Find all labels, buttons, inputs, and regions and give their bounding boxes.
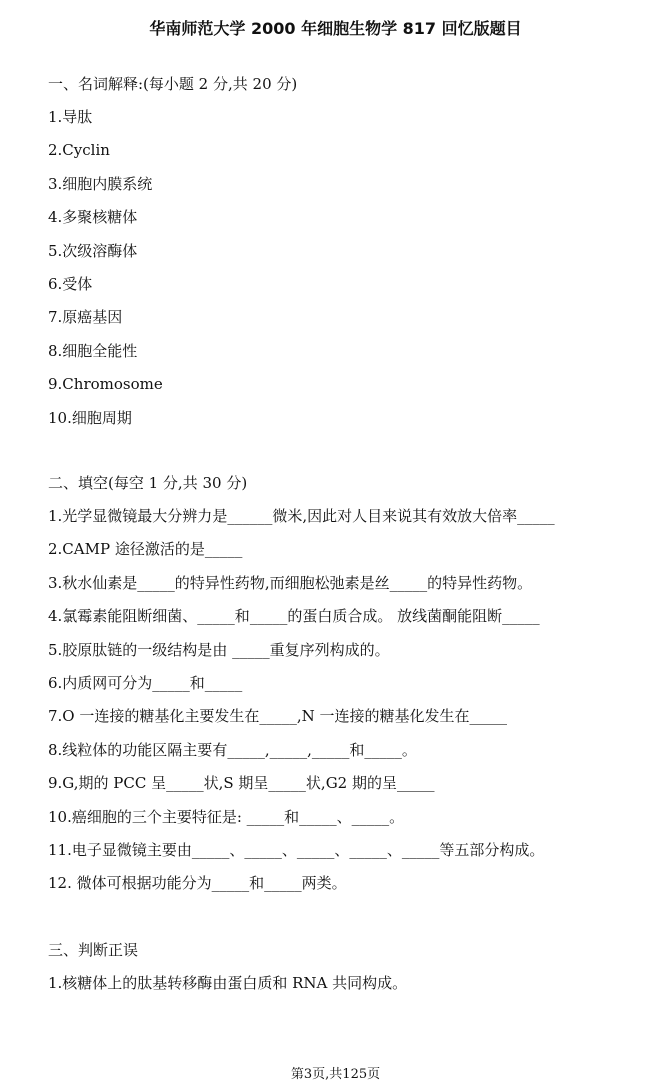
section-fill-in-blank (48, 467, 648, 901)
question-item: 12. 微体可根据功能分为_____和_____两类。 (48, 874, 347, 893)
section-definitions (48, 68, 648, 435)
question-item: 1.导肽 (48, 108, 93, 126)
question-item: 11.电子显微镜主要由_____、_____、_____、_____、_____等五部分构成。 (48, 840, 545, 859)
question-item: 4.多聚核糖体 (48, 208, 138, 227)
question-list (48, 500, 648, 901)
question-item: 2.Cyclin (48, 141, 110, 160)
question-item: 10.细胞周期 (48, 408, 132, 427)
question-item: 4.氯霉素能阻断细菌、_____和_____的蛋白质合成。 放线菌酮能阻断_____ (48, 607, 540, 626)
question-item: 2.CAMP 途径激活的是_____ (48, 540, 243, 559)
question-item: 3.细胞内膜系统 (48, 174, 153, 193)
question-item: 6.受体 (48, 274, 93, 293)
question-item: 1.核糖体上的肽基转移酶由蛋白质和 RNA 共同构成。 (48, 974, 408, 992)
section-true-false (48, 934, 648, 1000)
question-item: 6.内质网可分为_____和_____ (48, 673, 243, 692)
question-item: 3.秋水仙素是_____的特异性药物,而细胞松弛素是丝_____的特异性药物。 (48, 573, 533, 592)
question-item: 9.Chromosome (48, 375, 163, 394)
section-heading: 一、名词解释:(每小题 2 分,共 20 分) (48, 75, 298, 93)
document-title: 华南师范大学 2000 年细胞生物学 817 回忆版题目 (149, 19, 522, 38)
question-item: 8.细胞全能性 (48, 341, 138, 360)
question-item: 7.O 一连接的糖基化主要发生在_____,N 一连接的糖基化发生在_____ (48, 707, 508, 726)
question-item: 5.次级溶酶体 (48, 241, 138, 260)
question-list (48, 101, 648, 435)
question-item: 7.原癌基因 (48, 308, 123, 327)
question-item: 8.线粒体的功能区隔主要有_____,_____,_____和_____。 (48, 740, 417, 759)
section-heading: 二、填空(每空 1 分,共 30 分) (48, 474, 248, 492)
question-item: 1.光学显微镜最大分辨力是______微米,因此对人目来说其有效放大倍率_____ (48, 507, 555, 525)
question-list (48, 967, 648, 1000)
page-number: 第3页,共125页 (290, 1067, 381, 1082)
question-item: 9.G,期的 PCC 呈_____状,S 期呈_____状,G2 期的呈_____ (48, 774, 435, 793)
question-item: 10.癌细胞的三个主要特征是: _____和_____、_____。 (48, 807, 405, 826)
section-heading: 三、判断正误 (48, 941, 139, 959)
question-item: 5.胶原肽链的一级结构是由 _____重复序列构成的。 (48, 640, 390, 659)
